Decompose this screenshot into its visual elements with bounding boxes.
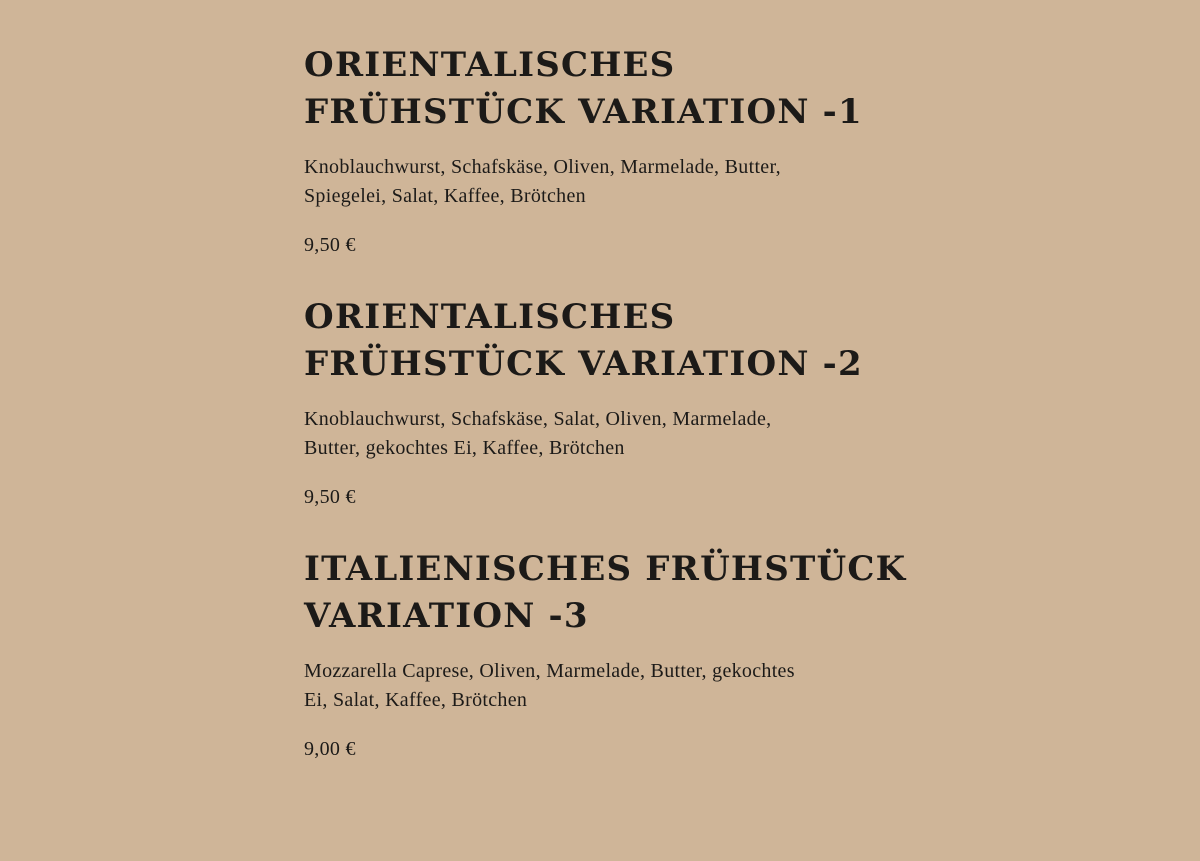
menu-item-title-line: ITALIENISCHES FRÜHSTÜCK [304,549,907,589]
menu-item-price: 9,50 € [304,234,356,256]
menu-item-title-line: ORIENTALISCHES [304,45,676,85]
menu-item-description [304,153,924,211]
menu-item-italienisches-fruehstueck-3 [304,546,924,762]
menu-item-title-line: ORIENTALISCHES [304,297,676,337]
menu-item-description-line: Knoblauchwurst, Schafskäse, Salat, Oliven, Marmelade, [304,408,772,430]
menu-item-title [304,546,924,640]
menu-item-orientalisches-fruehstueck-1 [304,42,924,258]
menu-item-description-line: Butter, gekochtes Ei, Kaffee, Brötchen [304,437,625,459]
menu-item-description [304,405,924,463]
menu-item-price: 9,00 € [304,738,356,760]
menu-item-description [304,657,924,715]
breakfast-menu [304,42,924,798]
menu-item-description-line: Knoblauchwurst, Schafskäse, Oliven, Marmelade, Butter, [304,156,781,178]
menu-item-orientalisches-fruehstueck-2 [304,294,924,510]
menu-item-description-line: Spiegelei, Salat, Kaffee, Brötchen [304,185,586,207]
menu-item-title-line: FRÜHSTÜCK VARIATION -1 [304,92,863,132]
menu-item-title-line: VARIATION -3 [304,596,589,636]
menu-item-title-line: FRÜHSTÜCK VARIATION -2 [304,344,863,384]
menu-item-description-line: Mozzarella Caprese, Oliven, Marmelade, Butter, gekochtes [304,660,795,682]
menu-item-description-line: Ei, Salat, Kaffee, Brötchen [304,689,528,711]
menu-item-title [304,42,924,136]
menu-item-price: 9,50 € [304,486,356,508]
menu-item-title [304,294,924,388]
